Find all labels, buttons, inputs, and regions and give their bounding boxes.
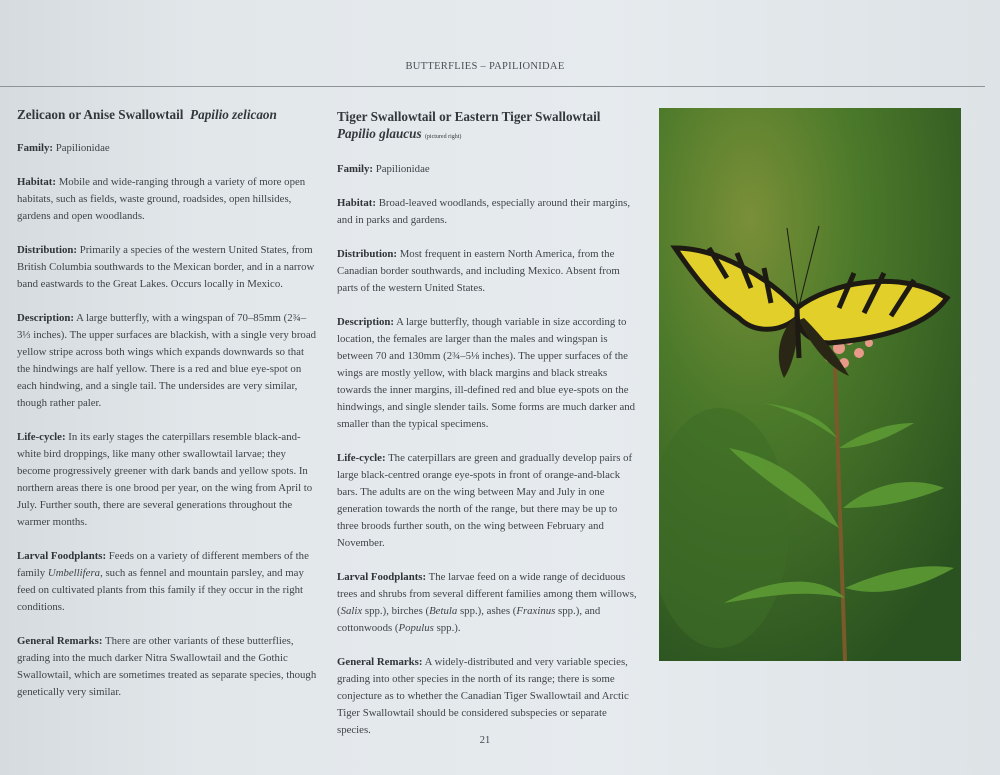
running-header: BUTTERFLIES – PAPILIONIDAE xyxy=(405,61,565,72)
common-name: Tiger Swallowtail or Eastern Tiger Swallowtail xyxy=(337,109,601,124)
latin-name: Papilio zelicaon xyxy=(190,107,277,122)
foodplants-latin: Umbellifera xyxy=(47,567,101,579)
distribution-label: Distribution: xyxy=(17,244,77,256)
habitat-text: Broad-leaved woodlands, especially around their margins, and in parks and gardens. xyxy=(337,197,631,226)
habitat-paragraph xyxy=(17,174,319,225)
foodplants-latin: Salix xyxy=(340,605,363,617)
entry-title xyxy=(337,108,639,146)
habitat-paragraph xyxy=(337,195,639,229)
foodplants-latin: Betula xyxy=(429,605,458,617)
remarks-label: General Remarks: xyxy=(17,635,103,647)
family-text: Papilionidae xyxy=(55,142,110,154)
lifecycle-text: In its early stages the caterpillars resemble black-and-white bird droppings, like many other swallowtail larvae; they become progressively greener with dark bands and yellow spots. In northern areas there is one brood per year, on the wing from April to July. Further south, there are several generations throughout the warmer months. xyxy=(17,431,313,528)
foodplants-paragraph xyxy=(17,548,319,616)
foodplants-latin: Fraxinus xyxy=(516,605,556,617)
tiger-swallowtail-illustration xyxy=(659,108,961,661)
description-label: Description: xyxy=(337,316,394,328)
habitat-text: Mobile and wide-ranging through a variety of more open habitats, such as fields, waste ground, roadsides, open hillsides, gardens and open woodlands. xyxy=(17,176,306,222)
description-label: Description: xyxy=(17,312,74,324)
entry-zelicaon xyxy=(17,106,319,718)
distribution-paragraph xyxy=(17,242,319,293)
foodplants-text: spp.). xyxy=(433,622,461,634)
foodplants-text: , such as fennel and mountain parsley, and may feed on cultivated plants from this family if they occur in the right conditions. xyxy=(17,567,304,613)
lifecycle-label: Life-cycle: xyxy=(17,431,66,443)
description-text: A large butterfly, though variable in size according to location, the females are larger than the males and wingspan is between 70 and 130mm (2¾–5⅛ inches). The upper surfaces of the wings are mostly yellow, with black margins and black streaks towards the inner margins, ill-defined red and blue eye-spots on the hindwings, and single slender tails. Some forms are much darker and smaller than the typical specimens. xyxy=(337,316,636,430)
distribution-label: Distribution: xyxy=(337,248,397,260)
foodplants-label: Larval Foodplants: xyxy=(17,550,107,562)
foodplants-label: Larval Foodplants: xyxy=(337,571,427,583)
distribution-text: Primarily a species of the western United States, from British Columbia southwards to the Mexican border, and in a narrow band eastwards to the Great Lakes. Occurs locally in Mexico. xyxy=(17,244,315,290)
habitat-label: Habitat: xyxy=(337,197,376,209)
family-text: Papilionidae xyxy=(375,163,430,175)
pictured-note: (pictured right) xyxy=(424,134,462,140)
header-rule xyxy=(0,86,985,87)
foodplants-text: spp.), ashes ( xyxy=(457,605,517,617)
remarks-text: There are other variants of these butterflies, grading into the much darker Nitra Swallowtail and the Gothic Swallowtail, which are sometimes treated as separate species, though genetically very similar. xyxy=(17,635,317,698)
entry-title xyxy=(17,106,319,123)
butterfly-photo xyxy=(659,108,961,661)
family-paragraph xyxy=(337,161,639,178)
distribution-paragraph xyxy=(337,246,639,297)
common-name: Zelicaon or Anise Swallowtail xyxy=(17,107,184,122)
remarks-paragraph xyxy=(17,633,319,701)
description-text: A large butterfly, with a wingspan of 70–85mm (2¾–3⅓ inches). The upper surfaces are blackish, with a single very broad yellow stripe across both wings which expands downwards so that the hindwings are half yellow. There is a red and blue eye-spot on each hindwing, and a single tail. The undersides are very similar, though rather paler. xyxy=(17,312,317,409)
lifecycle-text: The caterpillars are green and gradually develop pairs of large black-centred orange eye-spots in front of orange-and-black bars. The adults are on the wing between May and July in one generation towards the north of the range, but there may be up to three broods further south, on the wing between February and November. xyxy=(337,452,633,549)
foodplants-text: Feeds on a variety of different members of the family xyxy=(17,550,309,579)
family-label: Family: xyxy=(337,163,373,175)
remarks-text: A widely-distributed and very variable species, grading into other species in the north of its range; there is some conjecture as to whether the Canadian Tiger Swallowtail and Arctic Tiger Swallowtail should be considered subspecies or separate species. xyxy=(337,656,629,736)
foodplants-text: The larvae feed on a wide range of deciduous trees and shrubs from several different families among them willows, ( xyxy=(337,571,637,617)
page-number: 21 xyxy=(479,735,491,746)
description-paragraph xyxy=(337,314,639,433)
family-label: Family: xyxy=(17,142,53,154)
latin-name: Papilio glaucus xyxy=(337,126,422,141)
lifecycle-label: Life-cycle: xyxy=(337,452,386,464)
foodplants-latin: Populus xyxy=(398,622,434,634)
distribution-text: Most frequent in eastern North America, from the Canadian border southwards, and including Mexico. Absent from parts of the western United States. xyxy=(337,248,620,294)
foodplants-text: spp.), and cottonwoods ( xyxy=(337,605,601,634)
lifecycle-paragraph xyxy=(17,429,319,531)
family-paragraph xyxy=(17,140,319,157)
foodplants-text: spp.), birches ( xyxy=(362,605,430,617)
remarks-label: General Remarks: xyxy=(337,656,423,668)
lifecycle-paragraph xyxy=(337,450,639,552)
foodplants-paragraph xyxy=(337,569,639,637)
entry-glaucus xyxy=(337,108,639,756)
habitat-label: Habitat: xyxy=(17,176,56,188)
description-paragraph xyxy=(17,310,319,412)
remarks-paragraph xyxy=(337,654,639,739)
